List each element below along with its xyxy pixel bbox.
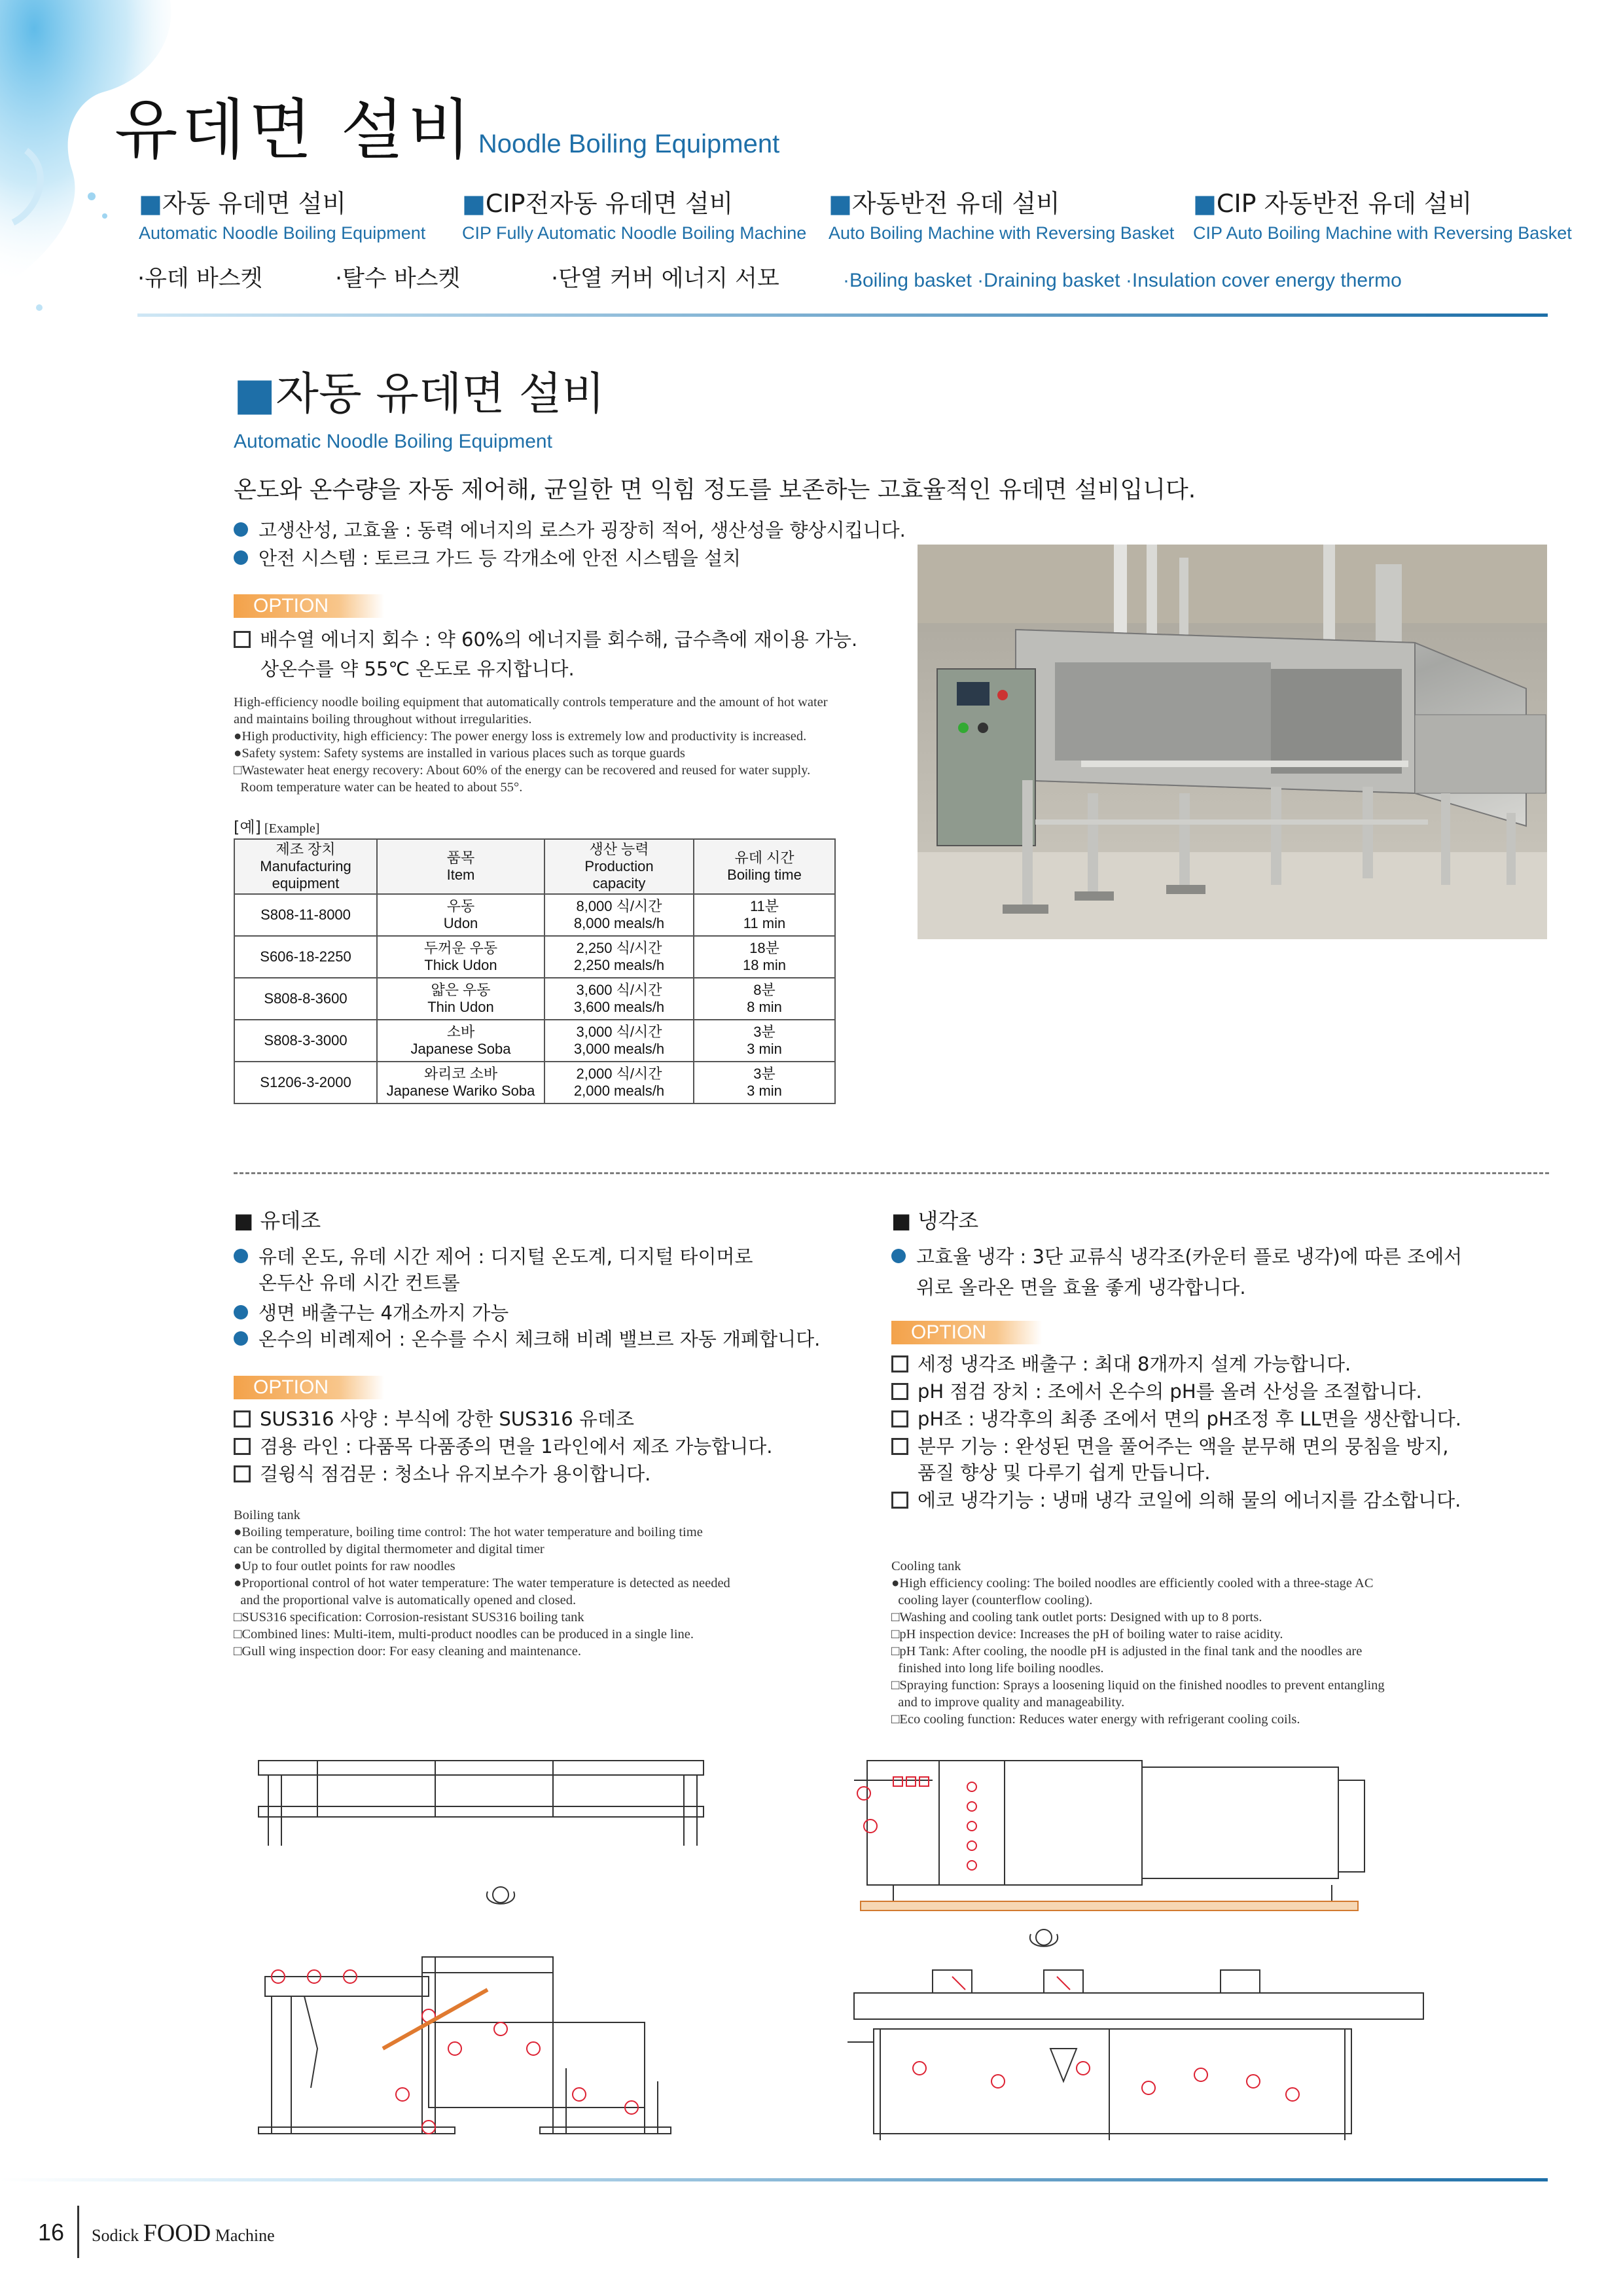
table-row: S808-11-8000 우동 Udon 8,000 식/시간 8,000 meals/h 11분 11 min: [234, 894, 835, 936]
option-badge: OPTION: [234, 1376, 384, 1399]
table-row: S606-18-2250 두꺼운 우동 Thick Udon 2,250 식/시간 2,250 meals/h 18분 18 min: [234, 936, 835, 978]
boiling-option-3: 걸윙식 점검문 : 청소나 유지보수가 용이합니다.: [234, 1460, 651, 1488]
table-row: S808-3-3000 소바 Japanese Soba 3,000 식/시간 3,000 meals/h 3분 3 min: [234, 1020, 835, 1062]
parts-kr-3: ·단열 커버 에너지 서모: [551, 266, 779, 292]
boiling-bullet-1b: 온두산 유데 시간 컨트롤: [259, 1272, 460, 1294]
cooling-option-4: 분무 기능 : 완성된 면을 풀어주는 액을 분무해 면의 뭉침을 방지,: [891, 1432, 1449, 1461]
checkbox-icon: [891, 1383, 908, 1400]
boiling-bullet-3: 온수의 비례제어 : 온수를 수시 체크해 비례 밸브르 자동 개폐합니다.: [234, 1325, 820, 1354]
cooling-tank-title: ■ 냉각조: [891, 1208, 979, 1233]
section-dashed-divider: [234, 1172, 1549, 1174]
cooling-option-3: pH조 : 냉각후의 최종 조에서 면의 pH조정 후 LL면을 생산합니다.: [891, 1405, 1461, 1433]
boiling-tank-drawing: [239, 1741, 723, 2147]
option-line-2: 상온수를 약 55℃ 온도로 유지합니다.: [260, 658, 575, 680]
boiling-option-1: SUS316 사양 : 부식에 강한 SUS316 유데조: [234, 1405, 634, 1433]
table-header: 생산 능력 Production capacity: [544, 839, 694, 894]
boiling-bullet-1: 유데 온도, 유데 시간 제어 : 디지털 온도계, 디지털 타이머로: [234, 1242, 753, 1271]
cooling-option-4b: 품질 향상 및 다루기 쉽게 만듭니다.: [918, 1462, 1211, 1484]
spec-table: [234, 838, 836, 1104]
table-row: S1206-3-2000 와리코 소바 Japanese Wariko Soba 2,000 식/시간 2,000 meals/h 3분 3 min: [234, 1062, 835, 1103]
page-title-english: Noodle Boiling Equipment: [478, 130, 780, 158]
bullet-icon: [234, 1331, 248, 1346]
square-icon: ■: [1193, 189, 1217, 218]
table-header: 유데 시간 Boiling time: [694, 839, 835, 894]
option-badge: OPTION: [234, 594, 384, 618]
boiling-option-2: 겸용 라인 : 다품목 다품종의 면을 1라인에서 제조 가능합니다.: [234, 1432, 773, 1461]
square-icon: ■: [462, 189, 486, 218]
page-title-korean: 유데면 설비: [115, 92, 475, 168]
checkbox-icon: [891, 1355, 908, 1372]
cooling-tank-drawing: [834, 1741, 1548, 2147]
bullet-icon: [891, 1249, 906, 1263]
option-line-1: 배수열 에너지 회수 : 약 60%의 에너지를 회수해, 급수측에 재이용 가능.: [234, 625, 857, 654]
feature-bullet-2: 안전 시스템 : 토르크 가드 등 각개소에 안전 시스템을 설치: [234, 544, 741, 573]
cooling-option-2: pH 점검 장치 : 조에서 온수의 pH를 올려 산성을 조절합니다.: [891, 1377, 1422, 1406]
bullet-icon: [234, 522, 248, 537]
machine-photo: [918, 545, 1547, 939]
example-label: [예] [Example]: [234, 818, 320, 836]
cooling-bullet-1: 고효율 냉각 : 3단 교류식 냉각조(카운터 플로 냉각)에 따른 조에서: [891, 1242, 1462, 1271]
section-subtitle: Automatic Noodle Boiling Equipment: [234, 431, 552, 452]
checkbox-icon: [891, 1492, 908, 1509]
checkbox-icon: [234, 1438, 251, 1455]
section-title: ■자동 유데면 설비: [234, 368, 605, 420]
cooling-option-5: 에코 냉각기능 : 냉매 냉각 코일에 의해 물의 에너지를 감소합니다.: [891, 1486, 1461, 1515]
category-3: ■자동반전 유데 설비 Auto Boiling Machine with Reversing Basket: [829, 189, 1175, 243]
cooling-option-1: 세정 냉각조 배출구 : 최대 8개까지 설계 가능합니다.: [891, 1350, 1351, 1378]
feature-bullet-1: 고생산성, 고효율 : 동력 에너지의 로스가 굉장히 적어, 생산성을 향상시킵니다.: [234, 516, 906, 545]
footer-vertical-rule: [77, 2206, 79, 2258]
page-number: 16: [38, 2219, 65, 2246]
parts-en: ·Boiling basket ·Draining basket ·Insulation cover energy thermo: [843, 270, 1402, 291]
parts-kr-1: ·유데 바스켓: [137, 266, 263, 292]
table-header-row: [234, 839, 835, 894]
table-row: S808-8-3600 얇은 우동 Thin Udon 3,600 식/시간 3,600 meals/h 8분 8 min: [234, 978, 835, 1020]
header-divider: [137, 314, 1548, 317]
footer-brand: Sodick FOOD Machine: [92, 2219, 275, 2247]
boiling-tank-title: ■ 유데조: [234, 1208, 321, 1233]
boiling-english-text: Boiling tank ●Boiling temperature, boiling time control: The hot water temperature and boiling time can be controlled by digital thermometer and digital timer ●Up to four outlet points for raw noodles ●Proportional control of hot water temperature: The water temperature is detected as needed and the proportional valve is automatically opened and closed. □SUS316 specification: Corrosion-resistant SUS316 boiling tank □Combined lines: Multi-item, multi-product noodles can be produced in a single line. □Gull wing inspection door: For easy cleaning and maintenance.: [234, 1508, 730, 1659]
boiling-bullet-2: 생면 배출구는 4개소까지 가능: [234, 1299, 508, 1327]
checkbox-icon: [234, 1465, 251, 1482]
table-header: 제조 장치 Manufacturing equipment: [234, 839, 377, 894]
checkbox-icon: [234, 1410, 251, 1427]
square-icon: ■: [891, 1208, 918, 1233]
cooling-bullet-1b: 위로 올라온 면을 효율 좋게 냉각합니다.: [916, 1276, 1246, 1299]
section-english-text: High-efficiency noodle boiling equipment that automatically controls temperature and the amount of hot water and maintains boiling throughout without irregularities. ●High productivity, high efficiency: The power energy loss is extremely low and productivity is increased. ●Safety system: Safety systems are installed in various places such as torque guards □Wastewater heat energy recovery: About 60% of the energy can be recovered and reused for water supply. Room temperature water can be heated to about 55°.: [234, 695, 828, 795]
bullet-icon: [234, 1305, 248, 1319]
square-icon: ■: [234, 368, 276, 420]
square-icon: ■: [139, 189, 162, 218]
table-header: 품목 Item: [377, 839, 544, 894]
category-1: ■자동 유데면 설비 Automatic Noodle Boiling Equipment: [139, 189, 426, 243]
square-icon: ■: [829, 189, 852, 218]
bullet-icon: [234, 550, 248, 565]
section-lead: 온도와 온수량을 자동 제어해, 균일한 면 익힘 정도를 보존하는 고효율적인 유데면 설비입니다.: [234, 476, 1196, 503]
checkbox-icon: [891, 1410, 908, 1427]
page-title: [115, 77, 779, 171]
checkbox-icon: [234, 631, 251, 648]
bullet-icon: [234, 1249, 248, 1263]
option-badge: OPTION: [891, 1321, 1042, 1344]
square-icon: ■: [234, 1208, 260, 1233]
cooling-english-text: Cooling tank ●High efficiency cooling: The boiled noodles are efficiently cooled with a three-stage AC cooling layer (counterflow cooling). □Washing and cooling tank outlet ports: Designed with up to 8 ports. □pH inspection device: Increases the pH of boiling water to raise acidity. □pH Tank: After cooling, the noodle pH is adjusted in the final tank and the noodles are finished into long life boiling noodles. □Spraying function: Sprays a loosening liquid on the finished noodles to prevent entangling and to improve quality and manageability. □Eco cooling function: Reduces water energy with refrigerant cooling coils.: [891, 1559, 1385, 1727]
category-2: ■CIP전자동 유데면 설비 CIP Fully Automatic Noodle Boiling Machine: [462, 189, 807, 243]
checkbox-icon: [891, 1438, 908, 1455]
footer-divider: [0, 2178, 1548, 2181]
category-4: ■CIP 자동반전 유데 설비 CIP Auto Boiling Machine with Reversing Basket: [1193, 189, 1572, 243]
parts-kr-2: ·탈수 바스켓: [335, 266, 461, 292]
